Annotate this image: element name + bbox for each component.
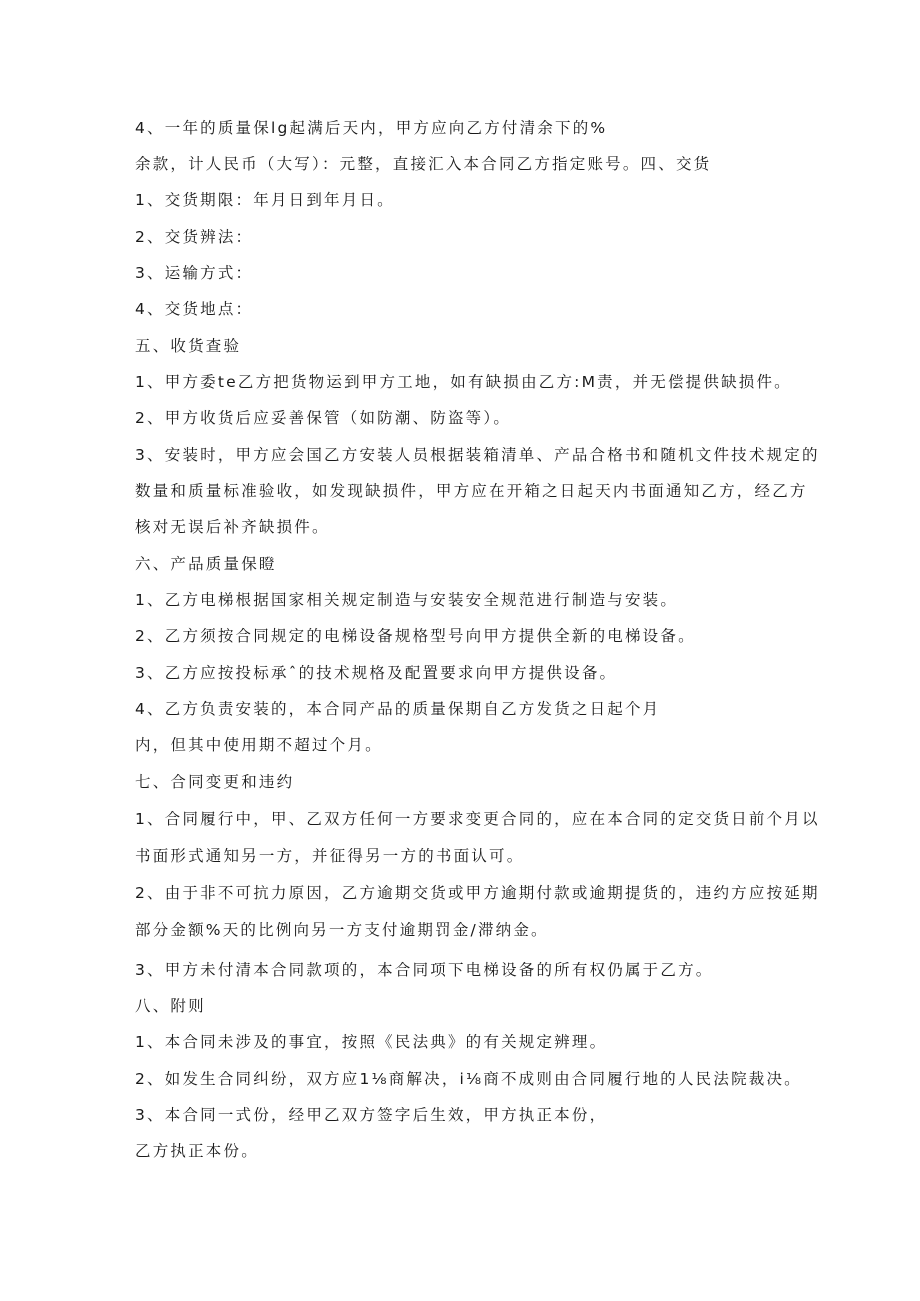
text-line: 余款，计人民币（大写）：元整，直接汇入本合同乙方指定账号。四、交货 (135, 155, 712, 173)
text-line: 书面形式通知另一方，并征得另一方的书面认可。 (135, 847, 525, 865)
text-line: 4、一年的质量保lg起满后天内，甲方应向乙方付清余下的% (135, 119, 608, 137)
text-line: 4、乙方负责安装的，本合同产品的质量保期自乙方发货之日起个月 (135, 700, 661, 718)
text-line: 内，但其中使用期不超过个月。 (135, 736, 383, 754)
text-line: 乙方执正本份。 (135, 1142, 259, 1160)
text-line: 2、交货辨法： (135, 228, 254, 246)
section-heading: 五、收货查验 (135, 337, 242, 355)
text-line: 1、乙方电梯根据国家相关规定制造与安装安全规范进行制造与安装。 (135, 591, 679, 609)
text-line: 3、运输方式： (135, 264, 254, 282)
text-line: 3、甲方未付清本合同款项的，本合同项下电梯设备的所有权仍属于乙方。 (135, 961, 714, 979)
text-line: 4、交货地点： (135, 300, 254, 318)
text-line: 1、交货期限：年月日到年月日。 (135, 191, 395, 209)
section-heading: 八、附则 (135, 997, 206, 1015)
text-line: 部分金额%天的比例向另一方支付逾期罚金/滞纳金。 (135, 921, 549, 939)
text-line: 2、甲方收货后应妥善保管（如防潮、防盗等）。 (135, 409, 512, 427)
section-heading: 六、产品质量保瞪 (135, 555, 277, 573)
text-line: 2、如发生合同纠纷，双方应1⅛商解决，i⅛商不成则由合同履行地的人民法院裁决。 (135, 1070, 802, 1088)
text-line: 3、本合同一式份，经甲乙双方签字后生效，甲方执正本份， (135, 1106, 608, 1124)
text-line: 1、甲方委te乙方把货物运到甲方工地，如有缺损由乙方:M责，并无偿提供缺损件。 (135, 373, 792, 391)
text-line: 2、乙方须按合同规定的电梯设备规格型号向甲方提供全新的电梯设备。 (135, 627, 696, 645)
text-line: 1、合同履行中，甲、乙双方任何一方要求变更合同的，应在本合同的定交货日前个月以 (135, 810, 820, 828)
text-line: 3、安装时，甲方应会国乙方安装人员根据装箱清单、产品合格书和随机文件技术规定的 (135, 446, 820, 464)
text-line: 核对无误后补齐缺损件。 (135, 518, 330, 536)
text-line: 2、由于非不可抗力原因，乙方逾期交货或甲方逾期付款或逾期提货的，违约方应按延期 (135, 884, 820, 902)
section-heading: 七、合同变更和违约 (135, 773, 295, 791)
text-line: 3、乙方应按投标承ˆ的技术规格及配置要求向甲方提供设备。 (135, 664, 618, 682)
text-line: 数量和质量标准验收，如发现缺损件，甲方应在开箱之日起天内书面通知乙方，经乙方 (135, 482, 808, 500)
text-line: 1、本合同未涉及的事宜，按照《民法典》的有关规定辨理。 (135, 1033, 608, 1051)
